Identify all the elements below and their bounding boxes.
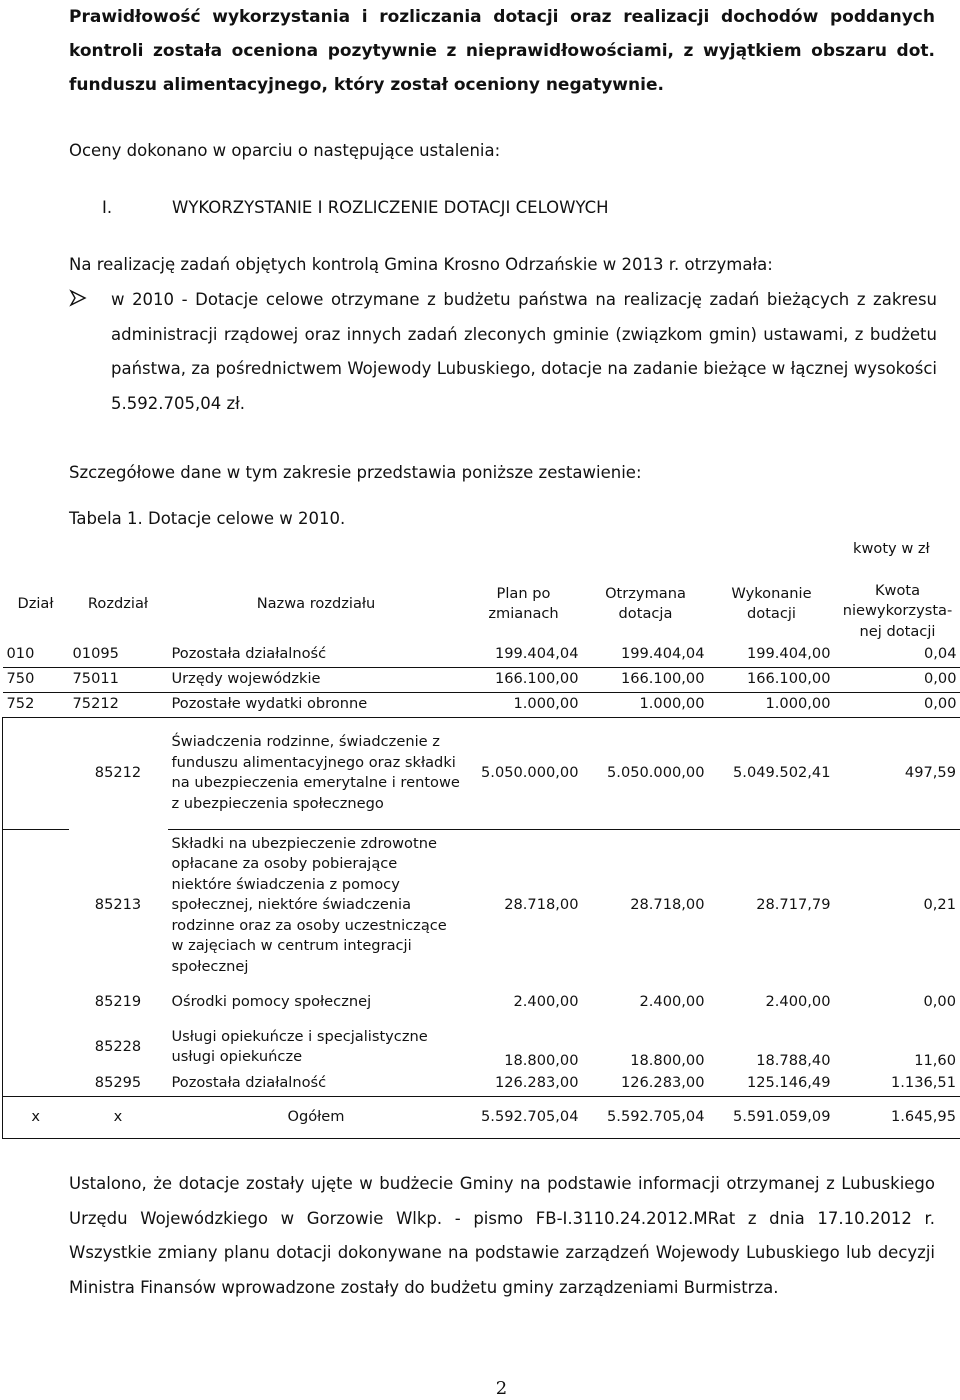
cell-otrzymana: 166.100,00 <box>583 667 709 692</box>
cell-rozdzial: 85219 <box>94 992 142 1010</box>
cell-nazwa: Pozostała działalność <box>168 642 465 667</box>
cell-rozdzial: 75212 <box>69 692 168 717</box>
cell-rozdzial: 85212 <box>94 764 142 781</box>
cell-plan: 2.400,00 <box>513 992 579 1010</box>
cell-plan: 126.283,00 <box>465 1071 583 1096</box>
header-plan: Plan po zmianach <box>488 584 559 622</box>
cell-kwota: 0,00 <box>835 981 960 1023</box>
cell-plan: 199.404,04 <box>465 642 583 667</box>
cell-rozdzial: 85295 <box>69 1071 168 1096</box>
cell-plan: 5.050.000,00 <box>465 717 583 829</box>
cell-kwota: 0,21 <box>835 829 960 981</box>
header-otrzymana: Otrzymana dotacja <box>605 584 686 622</box>
cell-wykonanie: 166.100,00 <box>709 667 835 692</box>
cell-dzial: 010 <box>3 642 69 667</box>
cell-plan: 1.000,00 <box>465 692 583 717</box>
cell-nazwa: Usługi opiekuńcze i specjalistyczne usługi opiekuńcze <box>171 1027 428 1065</box>
page-number: 2 <box>495 1378 508 1399</box>
cell-nazwa: Świadczenia rodzinne, świadczenie z funduszu alimentacyjnego oraz składki na ubezpieczenia emerytalne i rentowe z ubezpieczenia społecznego <box>168 717 465 829</box>
cell-nazwa: Urzędy wojewódzkie <box>168 667 465 692</box>
cell-otrzymana: 199.404,04 <box>583 642 709 667</box>
final-paragraph: Ustalono, że dotacje zostały ujęte w budżecie Gminy na podstawie informacji otrzymanej z Lubuskiego Urzędu Wojewódzkiego w Gorzowie Wlkp. - pismo FB-I.3110.24.2012.MRat z dnia 17.10.2012 r. Wszystkie zmiany planu dotacji dokonywane na podstawie zarządzeń Wojewody Lubuskiego lub decyzji Ministra Finansów wprowadzone zostały do budżetu gminy zarządzeniami Burmistrza. <box>69 1174 935 1297</box>
cell-rozdzial: 85228 <box>94 1037 142 1055</box>
table-row <box>3 667 960 692</box>
cell-nazwa: Ośrodki pomocy społecznej <box>171 992 372 1010</box>
cell-kwota: 1.136,51 <box>835 1071 960 1096</box>
cell-wykonanie: 125.146,49 <box>709 1071 835 1096</box>
cell-nazwa: Pozostała działalność <box>168 1071 465 1096</box>
cell-dzial <box>3 1071 69 1096</box>
cell-rozdzial: x <box>69 1096 168 1138</box>
table-row <box>3 642 960 667</box>
cell-rozdzial: 85213 <box>94 895 142 913</box>
cell-dzial <box>3 829 69 981</box>
arrow-bullet-icon <box>69 289 87 307</box>
table-row <box>3 981 960 1023</box>
section-number: I. <box>102 198 113 217</box>
header-nazwa: Nazwa rozdziału <box>256 594 376 612</box>
section-title: WYKORZYSTANIE I ROZLICZENIE DOTACJI CELOWYCH <box>172 198 609 217</box>
cell-otrzymana: 18.800,00 <box>630 1051 705 1069</box>
table-row <box>3 1071 960 1096</box>
table-row <box>3 717 960 829</box>
cell-rozdzial: 75011 <box>69 667 168 692</box>
cell-otrzymana: 5.050.000,00 <box>583 717 709 829</box>
cell-dzial <box>3 1023 69 1071</box>
cell-dzial: 752 <box>3 692 69 717</box>
cell-plan: 5.592.705,04 <box>465 1096 583 1138</box>
cell-wykonanie: 5.591.059,09 <box>709 1096 835 1138</box>
cell-plan: 166.100,00 <box>465 667 583 692</box>
table-caption: Tabela 1. Dotacje celowe w 2010. <box>69 509 346 528</box>
cell-kwota: 497,59 <box>835 717 960 829</box>
cell-otrzymana: 1.000,00 <box>583 692 709 717</box>
cell-otrzymana: 126.283,00 <box>583 1071 709 1096</box>
cell-dzial: x <box>3 1096 69 1138</box>
szczegolowe-text: Szczegółowe dane w tym zakresie przedstawia poniższe zestawienie: <box>69 463 642 482</box>
cell-nazwa: Składki na ubezpieczenie zdrowotne opłacane za osoby pobierające niektóre świadczenia z pomocy społecznej, niektóre świadczenia rodzinne oraz za osoby uczestniczące w zajęciach w centrum integracji społecznej <box>171 834 447 975</box>
cell-wykonanie: 5.049.502,41 <box>709 717 835 829</box>
header-kwota: Kwota niewykorzysta-nej dotacji <box>842 581 953 640</box>
cell-wykonanie: 1.000,00 <box>709 692 835 717</box>
na-realizacje-text: Na realizację zadań objętych kontrolą Gmina Krosno Odrzańskie w 2013 r. otrzymała: <box>69 255 773 274</box>
cell-otrzymana: 28.718,00 <box>630 896 705 913</box>
cell-kwota: 0,04 <box>835 642 960 667</box>
table-row <box>3 692 960 717</box>
intro-bold-paragraph: Prawidłowość wykorzystania i rozliczania dotacji oraz realizacji dochodów poddanych kontroli została oceniona pozytywnie z nieprawidłowościami, z wyjątkiem obszaru dot. funduszu alimentacyjnego, który został oceniony negatywnie. <box>69 7 935 95</box>
cell-kwota: 1.645,95 <box>835 1096 960 1138</box>
cell-wykonanie: 18.788,40 <box>756 1051 831 1069</box>
cell-plan: 28.718,00 <box>504 896 579 913</box>
bullet-text: w 2010 - Dotacje celowe otrzymane z budżetu państwa na realizację zadań bieżących z zakresu administracji rządowej oraz innych zadań zleconych gminie (związkom gmin) ustawami, z budżetu państwa, za pośrednictwem Wojewody Lubuskiego, dotacje na zadanie bieżące w łącznej wysokości 5.592.705,04 zł. <box>111 290 937 413</box>
cell-kwota: 11,60 <box>835 1023 960 1071</box>
cell-wykonanie: 28.717,79 <box>756 896 831 913</box>
cell-kwota: 0,00 <box>835 692 960 717</box>
table-row <box>3 829 960 981</box>
dotacje-table <box>2 566 960 1139</box>
cell-wykonanie: 2.400,00 <box>765 992 831 1010</box>
header-wykonanie: Wykonanie dotacji <box>731 584 812 622</box>
cell-wykonanie: 199.404,00 <box>709 642 835 667</box>
cell-kwota: 0,00 <box>835 667 960 692</box>
cell-otrzymana: 2.400,00 <box>639 992 705 1010</box>
cell-dzial <box>3 717 69 829</box>
cell-nazwa: Ogółem <box>168 1096 465 1138</box>
table-total-row <box>3 1096 960 1138</box>
table-header-row <box>3 566 960 642</box>
cell-otrzymana: 5.592.705,04 <box>583 1096 709 1138</box>
table-row <box>3 1023 960 1071</box>
header-dzial: Dział <box>17 594 54 612</box>
cell-nazwa: Pozostałe wydatki obronne <box>168 692 465 717</box>
cell-dzial: 750 <box>3 667 69 692</box>
cell-plan: 18.800,00 <box>504 1051 579 1069</box>
cell-dzial <box>3 981 69 1023</box>
oceny-text: Oceny dokonano w oparciu o następujące ustalenia: <box>69 141 501 160</box>
cell-rozdzial: 01095 <box>69 642 168 667</box>
header-rozdzial: Rozdział <box>87 594 149 612</box>
kwoty-label: kwoty w zł <box>853 540 930 557</box>
